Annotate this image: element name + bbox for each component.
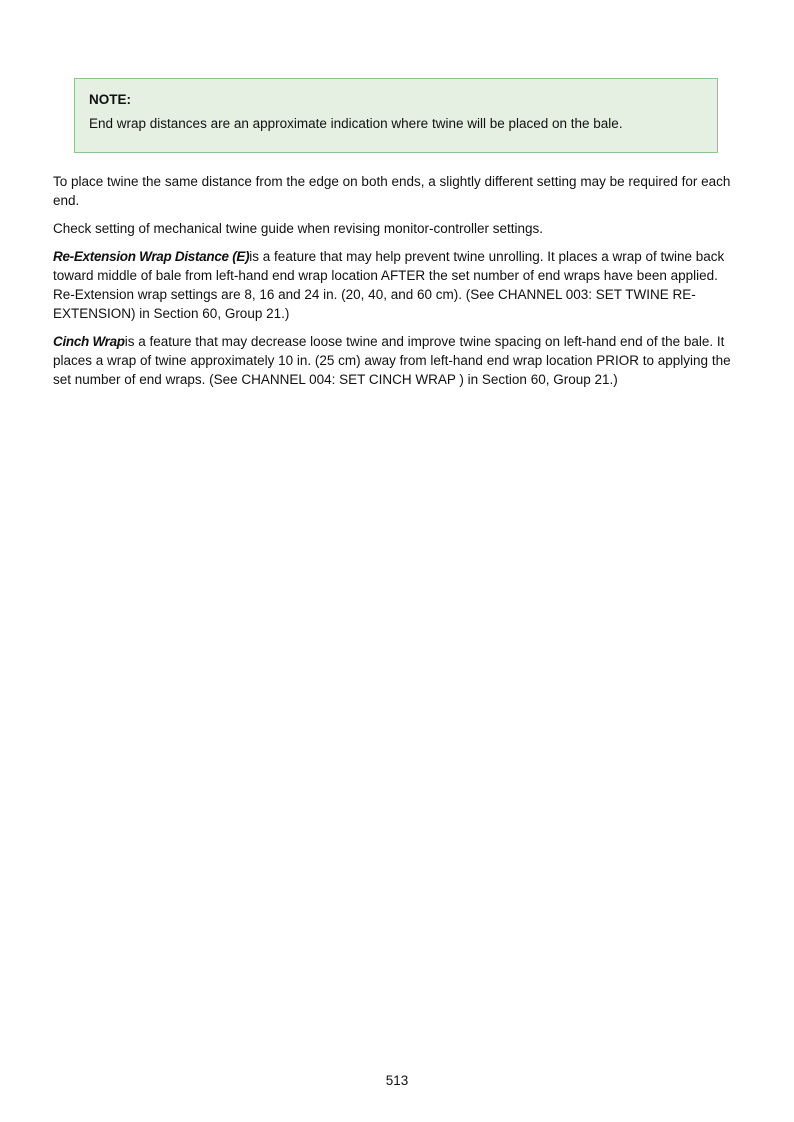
page-number: 513 xyxy=(385,1073,409,1088)
note-title: NOTE: xyxy=(89,92,131,107)
note-text: End wrap distances are an approximate indication where twine will be placed on the bale. xyxy=(89,116,623,131)
re-extension-description: is a feature that may help prevent twine unrolling. It places a wrap of twine back toward middle of bale from left-hand end wrap location AFTER the set number of end wraps have been applied. Re-Extension wrap settings are 8, 16 and 24 in. (20, 40, and 60 cm). (See CHANNEL 003: SET TWINE RE-EXTENSION) in Section 60, Group 21.) xyxy=(53,249,725,321)
body-text xyxy=(53,172,743,398)
note-box xyxy=(74,78,718,153)
term-re-extension: Re-Extension Wrap Distance (E) xyxy=(53,249,250,264)
paragraph-re-extension xyxy=(53,247,743,323)
term-cinch-wrap: Cinch Wrap xyxy=(53,334,125,349)
paragraph-twine-guide: Check setting of mechanical twine guide when revising monitor-controller settings. xyxy=(53,221,543,236)
cinch-wrap-description: is a feature that may decrease loose twine and improve twine spacing on left-hand end of the bale. It places a wrap of twine approximately 10 in. (25 cm) away from left-hand end wrap location PRIOR to applying the set number of end wraps. (See CHANNEL 004: SET CINCH WRAP ) in Section 60, Group 21.) xyxy=(53,334,731,387)
paragraph-cinch-wrap xyxy=(53,332,743,389)
paragraph-end-distance: To place twine the same distance from the edge on both ends, a slightly different setting may be required for each end. xyxy=(53,174,731,208)
